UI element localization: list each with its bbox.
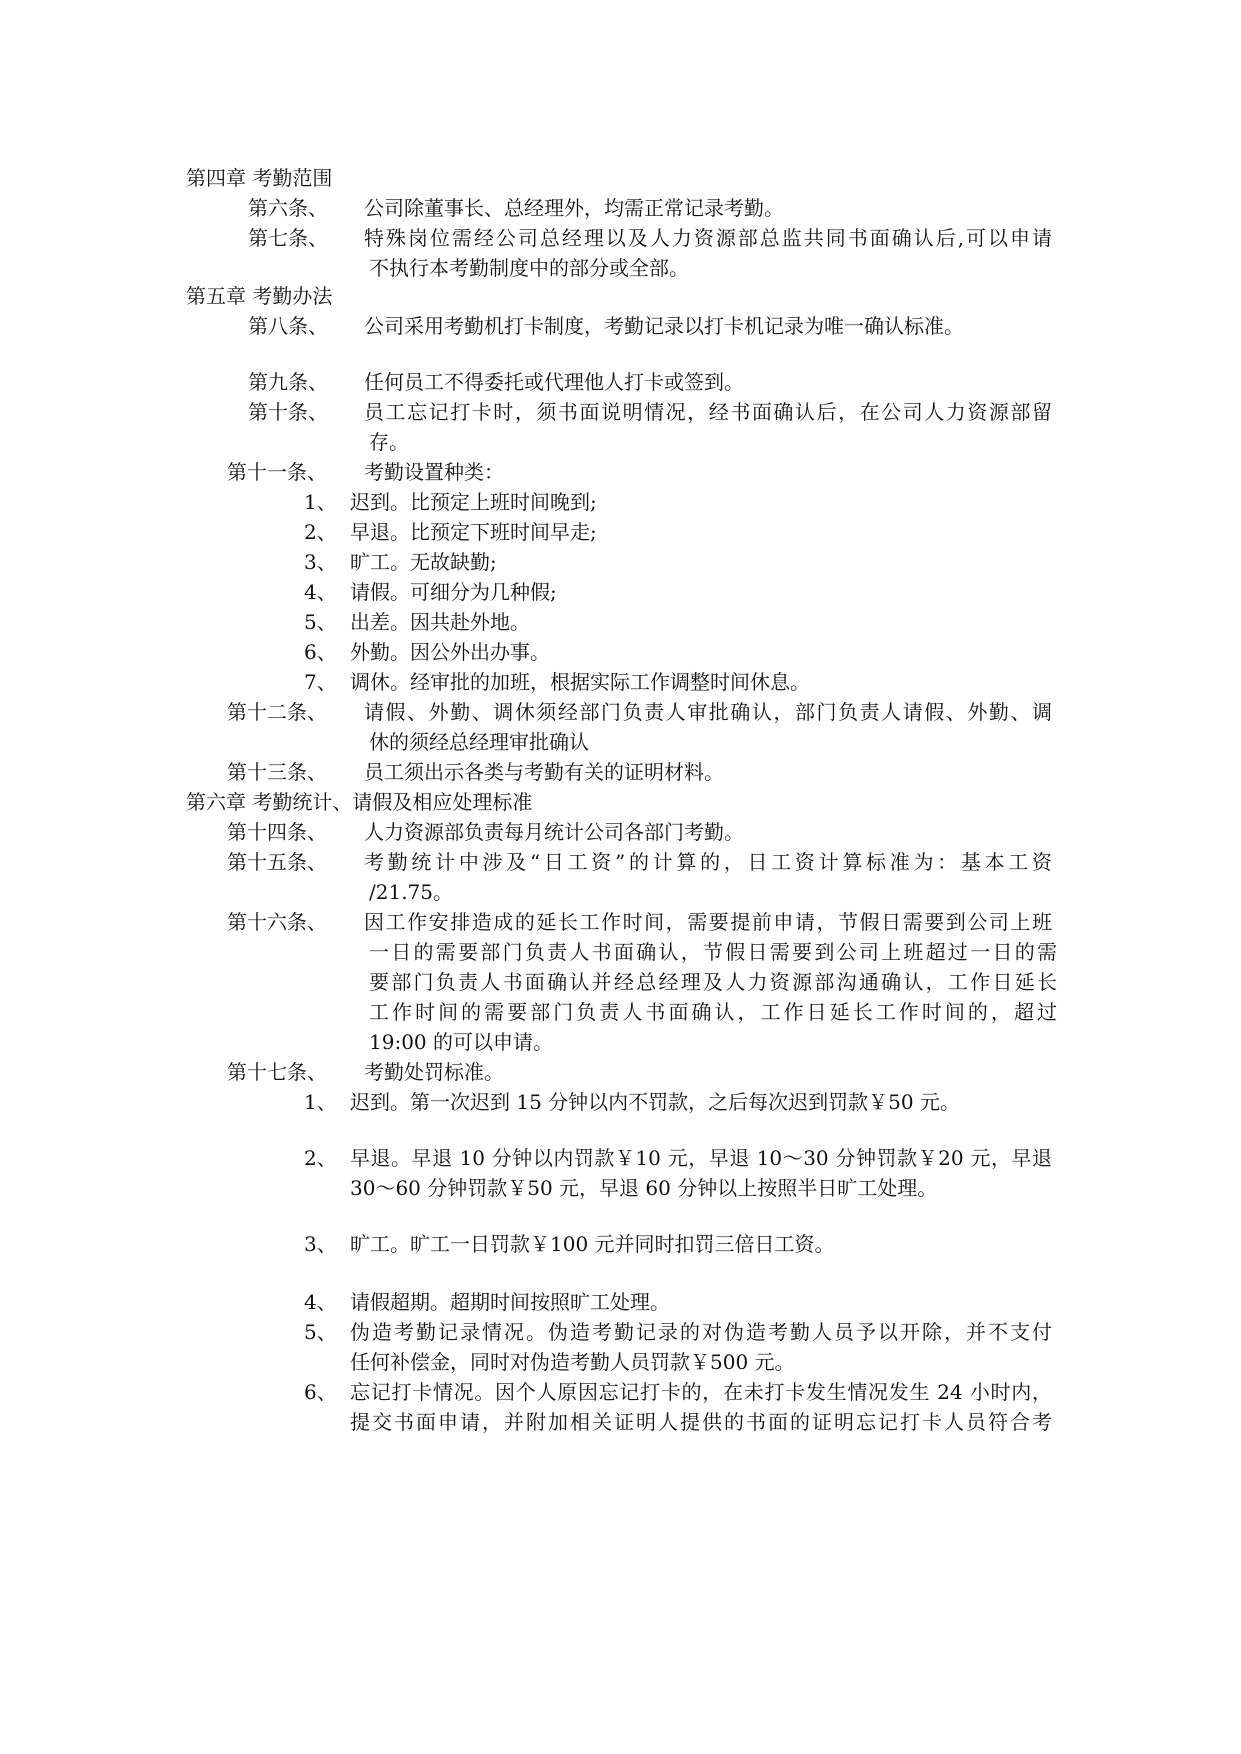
article-tag: 第九条、 bbox=[248, 370, 328, 394]
list-item: 忘记打卡情况。因个人原因忘记打卡的，在未打卡发生情况发生 24 小时内， bbox=[350, 1380, 1052, 1404]
article-text: 考勤统计中涉及“日工资”的计算的，日工资计算标准为：基本工资 bbox=[364, 850, 1052, 874]
list-number: 3、 bbox=[304, 550, 337, 574]
list-number: 3、 bbox=[304, 1232, 337, 1256]
article-text: 考勤处罚标准。 bbox=[364, 1060, 504, 1084]
list-item: 早退。比预定下班时间早走; bbox=[350, 520, 597, 544]
article-tag: 第六条、 bbox=[248, 196, 328, 220]
article-text: 要部门负责人书面确认并经总经理及人力资源部沟通确认，工作日延长 bbox=[369, 970, 1057, 994]
article-tag: 第十二条、 bbox=[227, 700, 327, 724]
list-item: 30～60 分钟罚款￥50 元，早退 60 分钟以上按照半日旷工处理。 bbox=[350, 1176, 938, 1200]
list-item: 外勤。因公外出办事。 bbox=[350, 640, 550, 664]
article-tag: 第十条、 bbox=[248, 400, 328, 424]
list-number: 5、 bbox=[304, 610, 337, 634]
article-text: 人力资源部负责每月统计公司各部门考勤。 bbox=[364, 820, 744, 844]
article-text: 存。 bbox=[369, 430, 409, 454]
article-tag: 第八条、 bbox=[248, 314, 328, 338]
list-item: 请假超期。超期时间按照旷工处理。 bbox=[350, 1290, 670, 1314]
list-number: 5、 bbox=[304, 1320, 337, 1344]
list-item: 迟到。比预定上班时间晚到; bbox=[350, 490, 597, 514]
article-text: 不执行本考勤制度中的部分或全部。 bbox=[369, 256, 689, 280]
article-text: 休的须经总经理审批确认 bbox=[369, 730, 589, 754]
list-number: 7、 bbox=[304, 670, 337, 694]
article-text: 特殊岗位需经公司总经理以及人力资源部总监共同书面确认后,可以申请 bbox=[364, 226, 1052, 250]
chapter-heading: 第四章 考勤范围 bbox=[186, 166, 333, 190]
list-number: 2、 bbox=[304, 1146, 337, 1170]
article-text: 一日的需要部门负责人书面确认，节假日需要到公司上班超过一日的需 bbox=[369, 940, 1057, 964]
article-tag: 第十四条、 bbox=[227, 820, 327, 844]
chapter-heading: 第六章 考勤统计、请假及相应处理标准 bbox=[186, 790, 533, 814]
list-item: 早退。早退 10 分钟以内罚款￥10 元，早退 10～30 分钟罚款￥20 元，早退 bbox=[350, 1146, 1052, 1170]
list-item: 旷工。旷工一日罚款￥100 元并同时扣罚三倍日工资。 bbox=[350, 1232, 835, 1256]
article-tag: 第七条、 bbox=[248, 226, 328, 250]
article-tag: 第十五条、 bbox=[227, 850, 327, 874]
article-text: 任何员工不得委托或代理他人打卡或签到。 bbox=[364, 370, 744, 394]
list-item: 调休。经审批的加班，根据实际工作调整时间休息。 bbox=[350, 670, 810, 694]
list-number: 4、 bbox=[304, 1290, 337, 1314]
article-tag: 第十三条、 bbox=[227, 760, 327, 784]
article-text: 请假、外勤、调休须经部门负责人审批确认，部门负责人请假、外勤、调 bbox=[364, 700, 1052, 724]
list-number: 6、 bbox=[304, 1380, 337, 1404]
article-text: /21.75。 bbox=[369, 880, 453, 904]
article-tag: 第十六条、 bbox=[227, 910, 327, 934]
article-text: 考勤设置种类： bbox=[364, 460, 504, 484]
article-text: 公司采用考勤机打卡制度，考勤记录以打卡机记录为唯一确认标准。 bbox=[364, 314, 964, 338]
chapter-heading: 第五章 考勤办法 bbox=[186, 284, 333, 308]
list-number: 1、 bbox=[304, 490, 337, 514]
list-item: 旷工。无故缺勤; bbox=[350, 550, 497, 574]
article-tag: 第十一条、 bbox=[227, 460, 327, 484]
list-number: 6、 bbox=[304, 640, 337, 664]
article-text: 19:00 的可以申请。 bbox=[369, 1030, 553, 1054]
article-text: 员工须出示各类与考勤有关的证明材料。 bbox=[364, 760, 724, 784]
list-item: 提交书面申请，并附加相关证明人提供的书面的证明忘记打卡人员符合考 bbox=[350, 1410, 1052, 1434]
article-tag: 第十七条、 bbox=[227, 1060, 327, 1084]
article-text: 员工忘记打卡时，须书面说明情况，经书面确认后，在公司人力资源部留 bbox=[364, 400, 1052, 424]
article-text: 公司除董事长、总经理外，均需正常记录考勤。 bbox=[364, 196, 784, 220]
list-item: 伪造考勤记录情况。伪造考勤记录的对伪造考勤人员予以开除，并不支付 bbox=[350, 1320, 1052, 1344]
article-text: 因工作安排造成的延长工作时间，需要提前申请，节假日需要到公司上班 bbox=[364, 910, 1052, 934]
list-number: 4、 bbox=[304, 580, 337, 604]
list-item: 任何补偿金，同时对伪造考勤人员罚款￥500 元。 bbox=[350, 1350, 795, 1374]
list-number: 1、 bbox=[304, 1090, 337, 1114]
list-item: 迟到。第一次迟到 15 分钟以内不罚款，之后每次迟到罚款￥50 元。 bbox=[350, 1090, 960, 1114]
article-text: 工作时间的需要部门负责人书面确认，工作日延长工作时间的，超过 bbox=[369, 1000, 1057, 1024]
list-item: 请假。可细分为几种假; bbox=[350, 580, 557, 604]
list-number: 2、 bbox=[304, 520, 337, 544]
list-item: 出差。因共赴外地。 bbox=[350, 610, 530, 634]
